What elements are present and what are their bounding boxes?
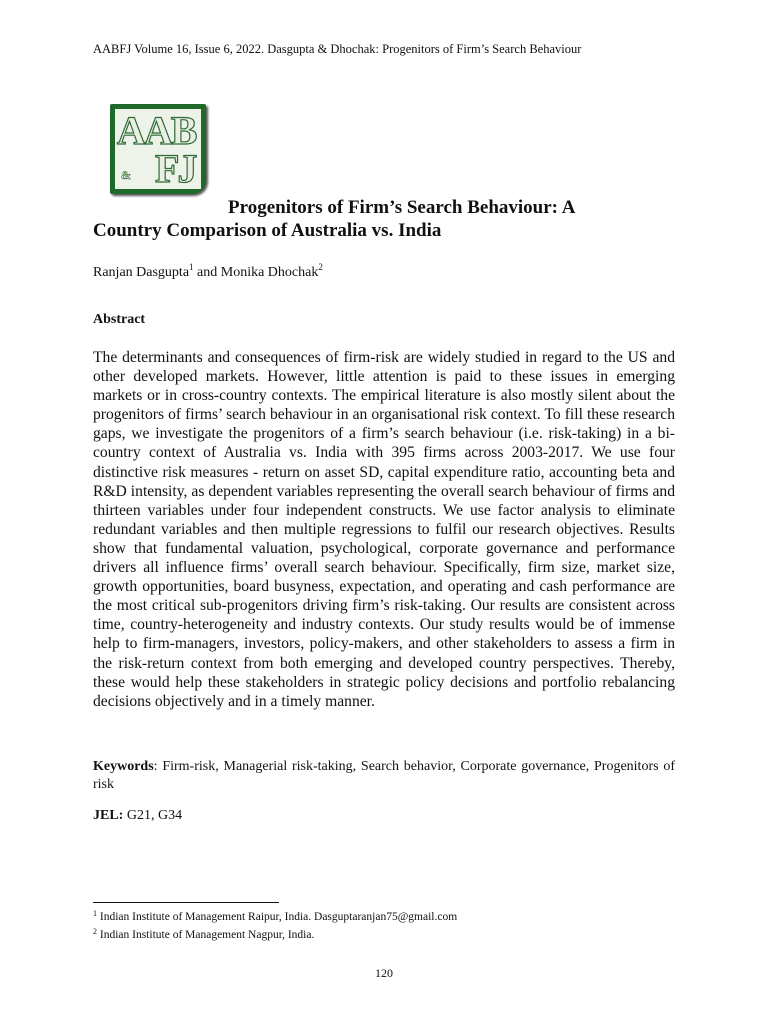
footnote-2-text: Indian Institute of Management Nagpur, India. [97,928,315,941]
keywords-label: Keywords [93,759,154,774]
page-number: 120 [375,966,393,980]
author-1: Ranjan Dasgupta [93,265,190,280]
author-2: Monika Dhochak [220,265,319,280]
keywords-text: : Firm-risk, Managerial risk-taking, Search behavior, Corporate governance, Progenitors of risk [93,759,675,792]
footnote-divider [93,902,279,903]
abstract-heading: Abstract [93,312,146,327]
logo-text-top: AAB [117,109,196,153]
jel-codes [93,808,182,824]
footnotes [93,907,457,942]
title-line-1: Progenitors of Firm’s Search Behaviour: A [228,197,576,218]
abstract-body: The determinants and consequences of firm-risk are widely studied in regard to the US and other developed markets. However, little attention is paid to these issues in emerging markets or in cross-country contexts. The empirical literature is also mostly silent about the progenitors of firms’ search behaviour in an organisational risk context. To fill these research gaps, we investigate the progenitors of a firm’s search behaviour (i.e. risk-taking) in a bi-country context of Australia vs. India with 395 firms across 2003-2017. We use four distinctive risk measures - return on asset SD, capital expenditure ratio, accounting beta and R&D intensity, as dependent variables representing the overall search behaviour of firms and thirteen variables under four independent constructs. We use factor analysis to eliminate redundant variables and then multiple regressions to fulfil our research objectives. Results show that fundamental valuation, psychological, corporate governance and performance drivers all influence firms’ overall search behaviour. Specifically, firm size, market size, growth opportunities, board busyness, expectation, and operating and cash performance are the most critical sub-progenitors driving firm’s risk-taking. Our results are consistent across time, country-heterogeneity and industry contexts. Our study results would be of immense help to firm-managers, investors, policy-makers, and other stakeholders to assess a firm in the risk-return context from both emerging and developed country perspectives. Thereby, these would help these stakeholders in strategic policy decisions and portfolio rebalancing decisions objectively and in a timely manner. [93,349,675,710]
author-connector: and [193,265,221,280]
paper-title [93,196,683,242]
logo-text-bottom: FJ [155,146,196,189]
logo-inner [115,109,201,189]
footnote-1-mark: 1 [93,909,97,918]
author-1-footnote-mark: 1 [189,262,194,272]
footnote-1-text: Indian Institute of Management Raipur, India. Dasguptaranjan75@gmail.com [97,911,458,923]
keywords [93,758,675,794]
running-header: AABFJ Volume 16, Issue 6, 2022. Dasgupta & Dhochak: Progenitors of Firm’s Search Behaviour [93,42,582,56]
journal-logo [110,104,206,194]
title-line-2: Country Comparison of Australia vs. India [93,220,442,241]
footnote-2-mark: 2 [93,926,97,936]
jel-label: JEL: [93,808,124,823]
author-list [93,262,323,281]
author-2-footnote-mark: 2 [318,262,323,272]
jel-text: G21, G34 [123,808,183,823]
logo-ampersand: & [121,168,131,182]
footnote-2 [93,925,457,943]
footnote-1 [93,907,457,925]
